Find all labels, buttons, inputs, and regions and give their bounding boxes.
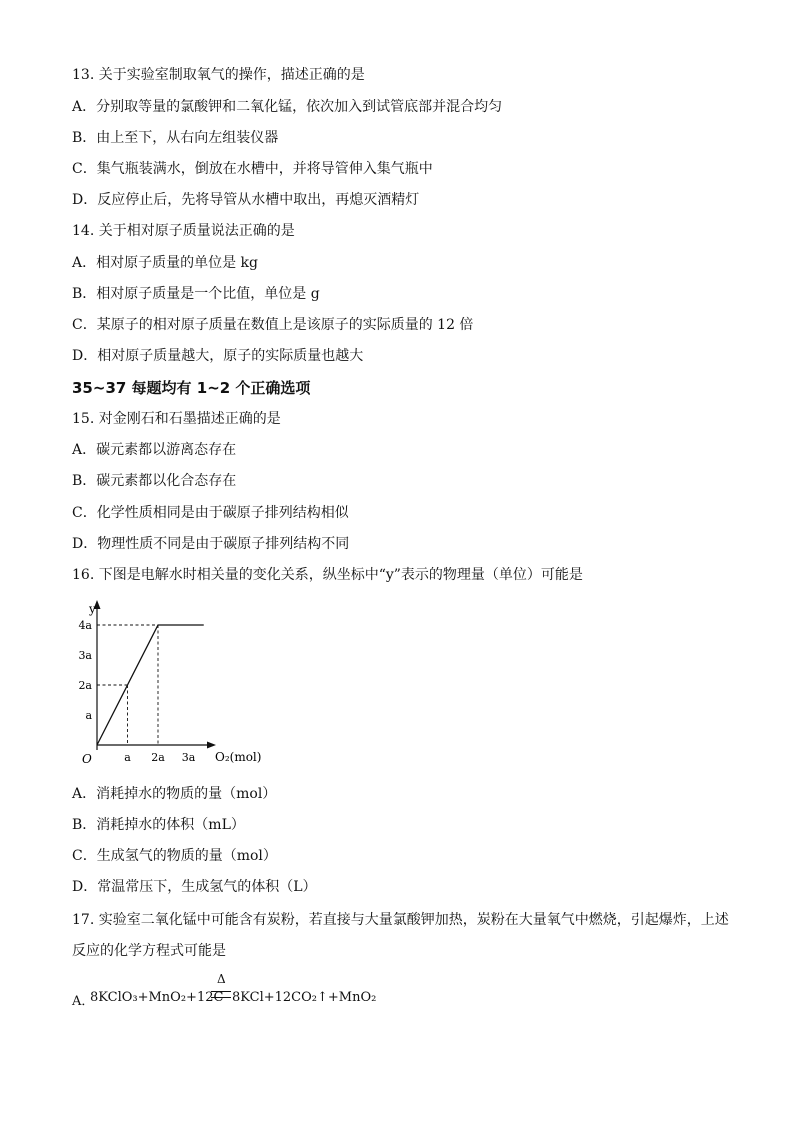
q15-option-c: C．化学性质相同是由于碳原子排列结构相似 (72, 505, 349, 521)
series-line (97, 625, 204, 745)
q15-option-d: D．物理性质不同是由于碳原子排列结构不同 (72, 536, 350, 552)
x-tick-label: 3a (181, 751, 196, 764)
q13-option-d: D．反应停止后，先将导管从水槽中取出，再熄灭酒精灯 (72, 192, 420, 208)
q13-stem: 13. 关于实验室制取氧气的操作，描述正确的是 (72, 67, 365, 83)
q15-option-b: B．碳元素都以化合态存在 (72, 473, 237, 489)
y-tick-label: 2a (78, 679, 92, 692)
q17-equation-lhs: 8KClO₃+MnO₂+12C (90, 990, 224, 1005)
q14-option-d: D．相对原子质量越大，原子的实际质量也越大 (72, 348, 364, 364)
x-axis-label: O₂(mol) (215, 750, 262, 764)
x-axis-arrow (207, 742, 216, 749)
q16-stem: 16. 下图是电解水时相关量的变化关系，纵坐标中“y”表示的物理量（单位）可能是 (72, 567, 583, 583)
q16-option-a: A．消耗掉水的物质的量（mol） (72, 786, 277, 802)
q17-stem-line1: 17. 实验室二氧化锰中可能含有炭粉，若直接与大量氯酸钾加热，炭粉在大量氧气中燃烧，引起爆炸，上述 (72, 912, 729, 928)
q14-option-c: C．某原子的相对原子质量在数值上是该原子的实际质量的 12 倍 (72, 317, 474, 333)
q13-option-b: B．由上至下，从右向左组装仪器 (72, 130, 279, 146)
q13-option-c: C．集气瓶装满水，倒放在水槽中，并将导管伸入集气瓶中 (72, 161, 433, 177)
q15-option-a: A．碳元素都以游离态存在 (72, 442, 237, 458)
q16-graph (72, 598, 282, 768)
y-tick-label: a (85, 709, 92, 722)
q14-option-b: B．相对原子质量是一个比值，单位是 g (72, 286, 320, 302)
y-tick-label: 3a (78, 649, 92, 662)
q15-stem: 15. 对金刚石和石墨描述正确的是 (72, 411, 281, 427)
q17-option-a (72, 972, 492, 1012)
q17-stem-line2: 反应的化学方程式可能是 (72, 943, 226, 959)
q13-option-a: A．分别取等量的氯酸钾和二氧化锰，依次加入到试管底部并混合均匀 (72, 99, 503, 115)
q16-option-d: D．常温常压下，生成氢气的体积（L） (72, 879, 317, 895)
section-heading: 35~37 每题均有 1~2 个正确选项 (72, 379, 311, 397)
q16-option-c: C．生成氢气的物质的量（mol） (72, 848, 277, 864)
q17-option-a-prefix: A． (72, 994, 95, 1009)
q14-stem: 14. 关于相对原子质量说法正确的是 (72, 223, 295, 239)
q17-equation-sign (211, 991, 231, 998)
q16-option-b: B．消耗掉水的体积（mL） (72, 817, 245, 833)
origin-label: O (82, 752, 92, 766)
q17-equation-rhs: 8KCl+12CO₂↑+MnO₂ (232, 990, 377, 1005)
q17-reaction-condition: Δ (217, 972, 226, 986)
x-tick-label: a (124, 751, 131, 764)
q14-option-a: A．相对原子质量的单位是 kg (72, 255, 259, 271)
x-tick-label: 2a (151, 751, 165, 764)
y-tick-label: 4a (78, 619, 92, 632)
y-axis-label: y (89, 602, 96, 616)
